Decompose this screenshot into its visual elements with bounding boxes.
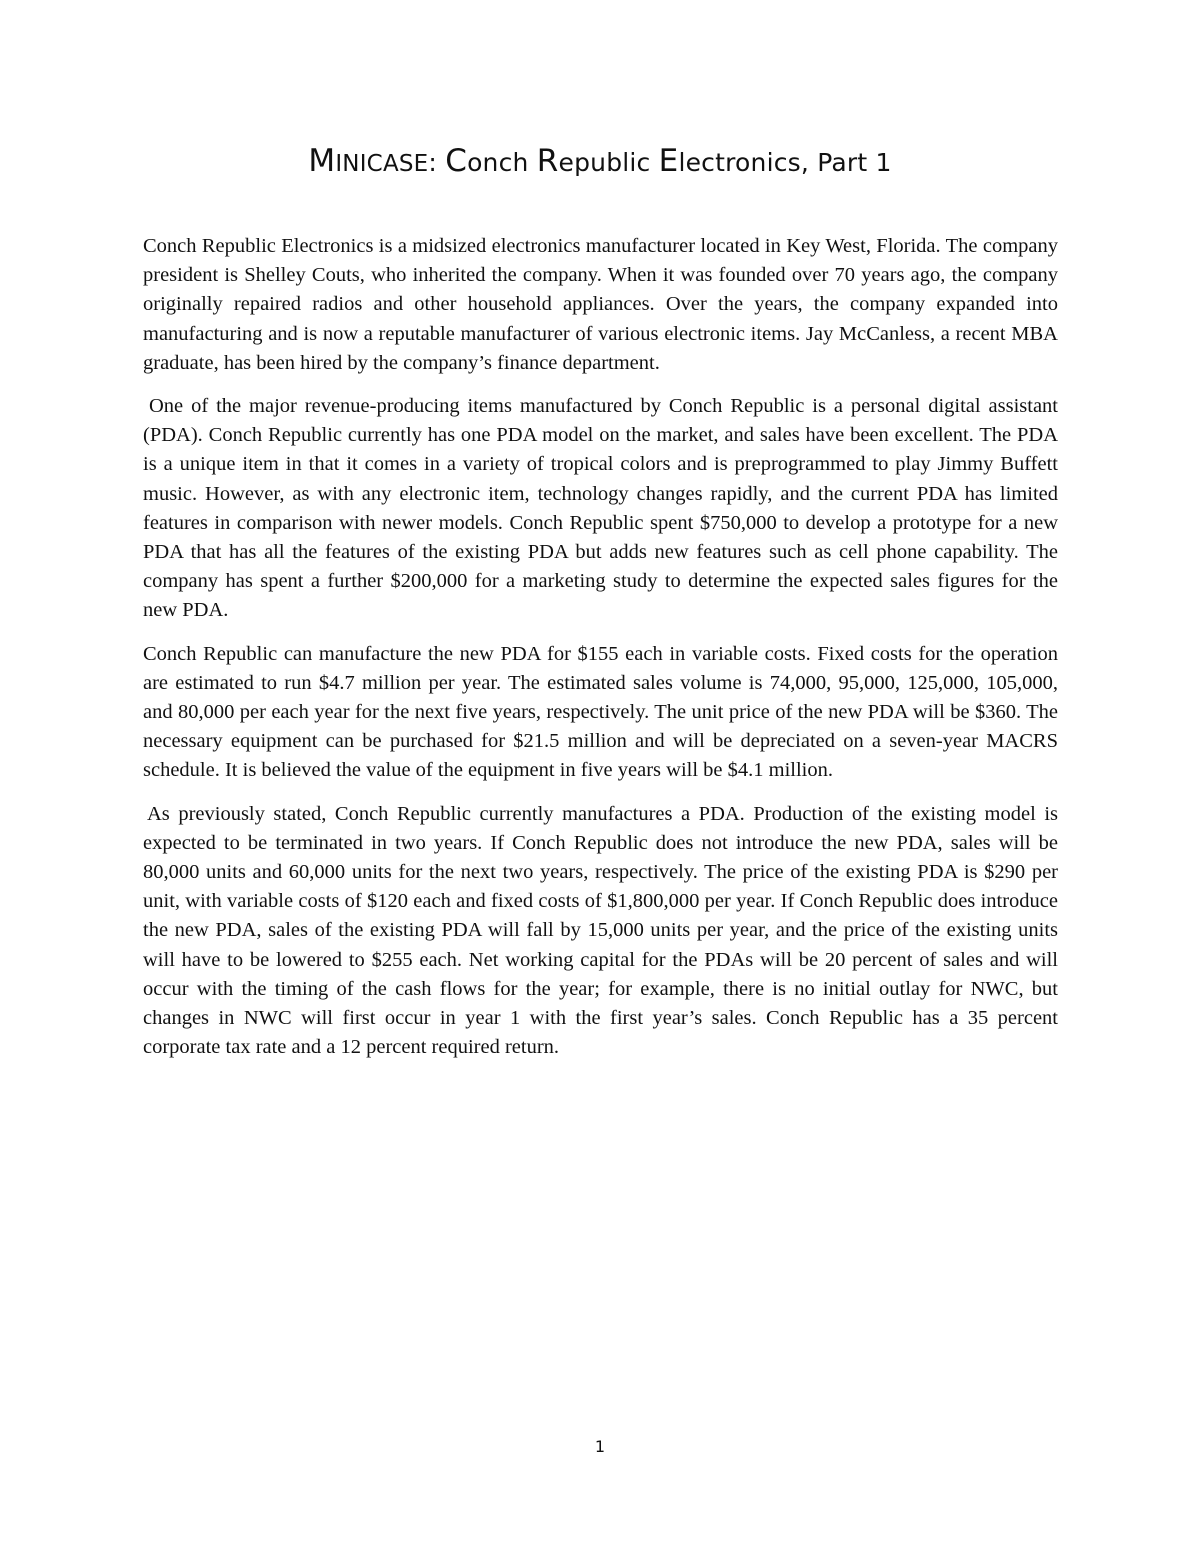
- title-initial-r: R: [536, 143, 559, 179]
- title-word-epublic: epublic: [558, 148, 659, 177]
- title-word-lectronics-part: lectronics, Part 1: [678, 148, 892, 177]
- title-initial-c: C: [445, 143, 468, 179]
- paragraph-new-pda-costs: Conch Republic can manufacture the new PDA for $155 each in variable costs. Fixed costs for the operation are estimated to run $4.7 million per year. The estimated sales volume is 74,000, 95,000, 125,000, 105,000, and 80,000 per each year for the next five years, respectively. The unit price of the new PDA will be $360. The necessary equipment can be purchased for $21.5 million and will be depreciated on a seven-year MACRS schedule. It is believed the value of the equipment in five years will be $4.1 million.: [143, 642, 1058, 782]
- title-initial-m: M: [308, 143, 336, 179]
- page-title: [0, 143, 1200, 179]
- title-smallcaps-inicase: INICASE: [335, 151, 429, 177]
- paragraph-pda-product: One of the major revenue-producing items manufactured by Conch Republic is a personal digital assistant (PDA). Conch Republic currently has one PDA model on the market, and sales have been excellent. The PDA is a unique item in that it comes in a variety of tropical colors and is preprogrammed to play Jimmy Buffett music. However, as with any electronic item, technology changes rapidly, and the current PDA has limited features in comparison with newer models. Conch Republic spent $750,000 to develop a prototype for a new PDA that has all the features of the existing PDA but adds new features such as cell phone capability. The company has spent a further $200,000 for a marketing study to determine the expected sales figures for the new PDA.: [143, 395, 1058, 622]
- document-body: [143, 232, 1058, 1076]
- page-number: 1: [594, 1437, 606, 1456]
- title-initial-e: E: [658, 143, 679, 179]
- title-colon: :: [428, 148, 446, 177]
- title-word-onch: onch: [467, 148, 537, 177]
- paragraph-existing-pda: As previously stated, Conch Republic currently manufactures a PDA. Production of the existing model is expected to be terminated in two years. If Conch Republic does not introduce the new PDA, sales will be 80,000 units and 60,000 units for the next two years, respectively. The price of the existing PDA is $290 per unit, with variable costs of $120 each and fixed costs of $1,800,000 per year. If Conch Republic does introduce the new PDA, sales of the existing PDA will fall by 15,000 units per year, and the price of the existing units will have to be lowered to $255 each. Net working capital for the PDAs will be 20 percent of sales and will occur with the timing of the cash flows for the year; for example, there is no initial outlay for NWC, but changes in NWC will first occur in year 1 with the first year’s sales. Conch Republic has a 35 percent corporate tax rate and a 12 percent required return.: [143, 802, 1058, 1059]
- paragraph-company-intro: Conch Republic Electronics is a midsized electronics manufacturer located in Key West, Florida. The company president is Shelley Couts, who inherited the company. When it was founded over 70 years ago, the company originally repaired radios and other household appliances. Over the years, the company expanded into manufacturing and is now a reputable manufacturer of various electronic items. Jay McCanless, a recent MBA graduate, has been hired by the company’s finance department.: [143, 235, 1058, 374]
